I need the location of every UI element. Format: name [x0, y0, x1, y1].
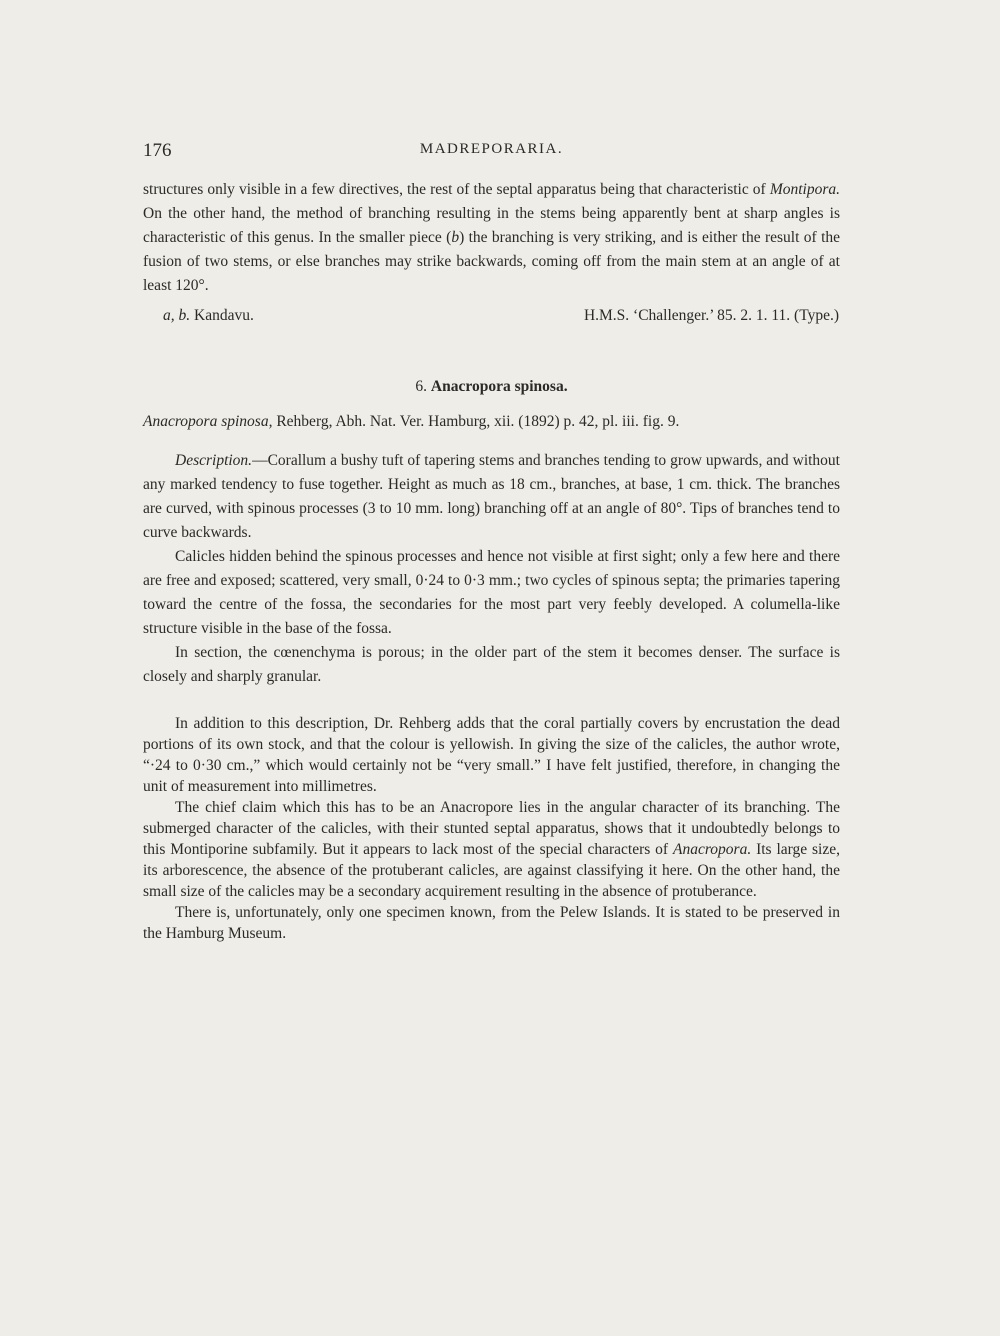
running-head: MADREPORARIA.: [419, 141, 564, 157]
intro-section: [143, 178, 840, 298]
piece-label: b: [451, 229, 460, 246]
page-number: 176: [143, 140, 172, 161]
species-heading: [143, 376, 840, 398]
synonymy-line: [143, 411, 840, 433]
specimen-locality: a, b. Kandavu.: [163, 307, 254, 324]
description-section: [143, 449, 840, 689]
description-label: Description.: [175, 452, 253, 469]
remarks-paragraph: In addition to this description, Dr. Rehberg adds that the coral partially covers by encrustation the dead portions of its own stock, and that the colour is yellowish. In giving the size of the calicles, the author wrote, “·24 to 0·30 cm.,” which would certainly not be “very small.” I have felt justified, therefore, in changing the unit of measurement into millimetres.: [143, 715, 840, 795]
calicles-paragraph: Calicles hidden behind the spinous processes and hence not visible at first sight; only a few here and there are free and exposed; scattered, very small, 0·24 to 0·3 mm.; two cycles of spinous septa; the primaries tapering toward the centre of the fossa, the secondaries for the most part very feebly developed. A columella-like structure visible in the base of the fossa.: [143, 548, 840, 637]
synonym-citation: Rehberg, Abh. Nat. Ver. Hamburg, xii. (1892) p. 42, pl. iii. fig. 9.: [272, 413, 680, 430]
species-name: Anacropora spinosa.: [430, 378, 568, 395]
specimen-register: H.M.S. ‘Challenger.’ 85. 2. 1. 11. (Type.): [583, 307, 839, 324]
synonym-name: Anacropora spinosa,: [143, 413, 273, 430]
specimen-record: [163, 305, 839, 327]
page-header: [143, 140, 840, 164]
description-paragraph: Description.—Corallum a bushy tuft of tapering stems and branches tending to grow upwards, and without any marked tendency to fuse together. Height as much as 18 cm., branches, at base, 1 cm. thick. The branches are curved, with spinous processes (3 to 10 mm. long) branching off at an angle of 80°. Tips of branches tend to curve backwards.: [143, 452, 840, 541]
genus-name: Anacropora.: [672, 841, 752, 858]
specimen-labels: a, b.: [163, 307, 191, 324]
genus-name: Montipora.: [769, 181, 840, 198]
intro-paragraph: structures only visible in a few directives, the rest of the septal apparatus being that characteristic of Montipora. On the other hand, the method of branching resulting in the stems being apparently bent at sharp angles is characteristic of this genus. In the smaller piece (b) the branching is very striking, and is either the result of the fusion of two stems, or else branches may strike backwards, coming off from the main stem at an angle of at least 120°.: [143, 181, 841, 294]
species-number: 6.: [415, 378, 428, 395]
specimen-paragraph: There is, unfortunately, only one specimen known, from the Pelew Islands. It is stated to be preserved in the Hamburg Museum.: [143, 904, 840, 942]
claim-paragraph: The chief claim which this has to be an Anacropore lies in the angular character of its branching. The submerged character of the calicles, with their stunted septal apparatus, shows that it undoubtedly belongs to this Montiporine subfamily. But it appears to lack most of the special characters of Anacropora. Its large size, its arborescence, the absence of the protuberant calicles, are against classifying it here. On the other hand, the small size of the calicles may be a secondary acquirement resulting in the absence of protuberance.: [143, 799, 841, 900]
section-paragraph: In section, the cœnenchyma is porous; in the older part of the stem it becomes denser. The surface is closely and sharply granular.: [143, 644, 840, 685]
remarks-section: [143, 713, 840, 944]
